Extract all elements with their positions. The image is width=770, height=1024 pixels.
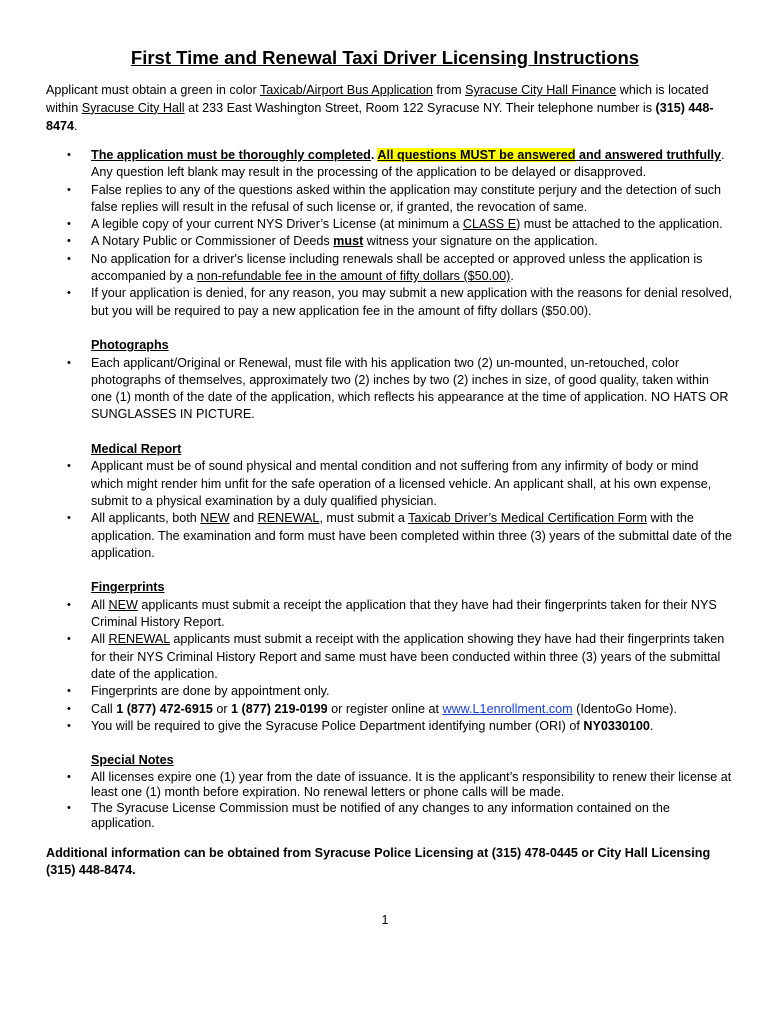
list-item: • Fingerprints are done by appointment only.	[0, 683, 733, 700]
list-item: • Applicant must be of sound physical and mental condition and not suffering from any infirmity of body or mind which might render him unfit for the safe operation of a licensed vehicle. An applicant shall, at his own expense, submit to a physical examination by a duly qualified physician.	[67, 459, 712, 508]
bullet-icon: •	[67, 685, 71, 698]
section-heading-medical-report: Medical Report	[91, 442, 182, 457]
spacer	[0, 320, 770, 337]
footer-contact-info: Additional information can be obtained from Syracuse Police Licensing at (315) 478-0445 or City Hall Licensing (315) 448-8474.	[46, 846, 711, 878]
list-item: • A legible copy of your current NYS Driver’s License (at minimum a CLASS E) must be attached to the application.	[0, 216, 733, 233]
list-item: • The application must be thoroughly completed. All questions MUST be answered and answered truthfully. Any question left blank may result in the processing of the application to be delayed or disapproved.	[67, 148, 725, 180]
page-number: 1	[381, 913, 389, 927]
section-heading-special-notes: Special Notes	[91, 753, 174, 768]
spacer	[0, 424, 770, 441]
bullet-icon: •	[67, 770, 71, 783]
list-item: • All licenses expire one (1) year from the date of issuance. It is the applicant’s responsibility to renew their license at least one (1) month before expiration. No renewal letters or phone calls will be made.	[67, 769, 732, 800]
bullet-icon: •	[67, 512, 71, 525]
intro-text: from	[432, 83, 466, 97]
bullet-icon: •	[67, 719, 71, 732]
list-item: • If your application is denied, for any reason, you may submit a new application with the reasons for denial resolved, but you will be required to pay a new application fee in the amount of fifty dollars ($50.00).	[67, 286, 733, 318]
bullet-icon: •	[67, 598, 71, 611]
finance-phone: (315) 448-8474	[46, 100, 714, 133]
bullet-icon: •	[67, 252, 71, 265]
bullet-icon: •	[67, 633, 71, 646]
enrollment-link[interactable]: www.L1enrollment.com	[442, 701, 573, 716]
bullet-icon: •	[67, 218, 71, 231]
list-item: • Call 1 (877) 472-6915 or 1 (877) 219-0199 or register online at www.L1enrollment.com (IdentoGo Home).	[0, 701, 733, 718]
list-item: • The Syracuse License Commission must be notified of any changes to any information contained on the application.	[67, 800, 670, 831]
intro-paragraph	[46, 82, 736, 135]
bullet-icon: •	[67, 460, 71, 473]
list-item: • A Notary Public or Commissioner of Deeds must witness your signature on the application.	[0, 233, 733, 250]
highlighted-text: All questions MUST be answered	[377, 148, 576, 162]
bullet-icon: •	[67, 183, 71, 196]
section-heading-photographs: Photographs	[91, 338, 169, 353]
bullet-icon: •	[67, 149, 71, 161]
bullet-icon: •	[67, 801, 71, 814]
application-form-name: Taxicab/Airport Bus Application	[260, 83, 433, 97]
intro-text: .	[74, 118, 78, 133]
list-item: • All NEW applicants must submit a receipt the application that they have had their fingerprints taken for their NYS Criminal History Report.	[67, 597, 717, 630]
bullet-icon: •	[67, 356, 71, 369]
intro-text: Applicant must obtain a green in color	[46, 83, 260, 97]
page-title: First Time and Renewal Taxi Driver Licensing Instructions	[130, 47, 640, 68]
list-item: • All RENEWAL applicants must submit a receipt with the application showing they have had their fingerprints taken for their NYS Criminal History Report and same must have been conducted within three (3) years of the submittal date of the application.	[67, 632, 725, 681]
building-name: Syracuse City Hall	[81, 100, 185, 115]
intro-text: at 233 East Washington Street, Room 122 Syracuse NY. Their telephone number is	[184, 100, 656, 115]
bullet-icon: •	[67, 702, 71, 715]
intro-text: which is located within	[46, 83, 709, 115]
list-item: • No application for a driver's license including renewals shall be accepted or approved unless the application is accompanied by a non-refundable fee in the amount of fifty dollars ($50.00).	[67, 251, 703, 284]
spacer	[0, 562, 770, 579]
bullet-icon: •	[67, 235, 71, 248]
bullet-icon: •	[67, 287, 71, 300]
instructions-list	[0, 147, 770, 832]
finance-office-name: Syracuse City Hall Finance	[465, 83, 617, 97]
list-item: • Each applicant/Original or Renewal, must file with his application two (2) un-mounted, un-retouched, color photographs of themselves, approximately two (2) inches by two (2) inches in size, of good quality, taken within one (1) month of the date of the application, which reflects his appearance at the time of application. NO HATS OR SUNGLASSES IN PICTURE.	[67, 355, 729, 422]
list-item: • All applicants, both NEW and RENEWAL, must submit a Taxicab Driver’s Medical Certification Form with the application. The examination and form must have been completed within three (3) years of the submittal date of the application.	[67, 511, 733, 560]
list-item: • False replies to any of the questions asked within the application may constitute perjury and the detection of such false replies will result in the refusal of such license or, if granted, the revocation of same.	[67, 182, 722, 214]
section-heading-fingerprints: Fingerprints	[91, 580, 165, 595]
spacer	[0, 735, 770, 752]
list-item: • You will be required to give the Syracuse Police Department identifying number (ORI) of NY0330100.	[0, 718, 733, 735]
